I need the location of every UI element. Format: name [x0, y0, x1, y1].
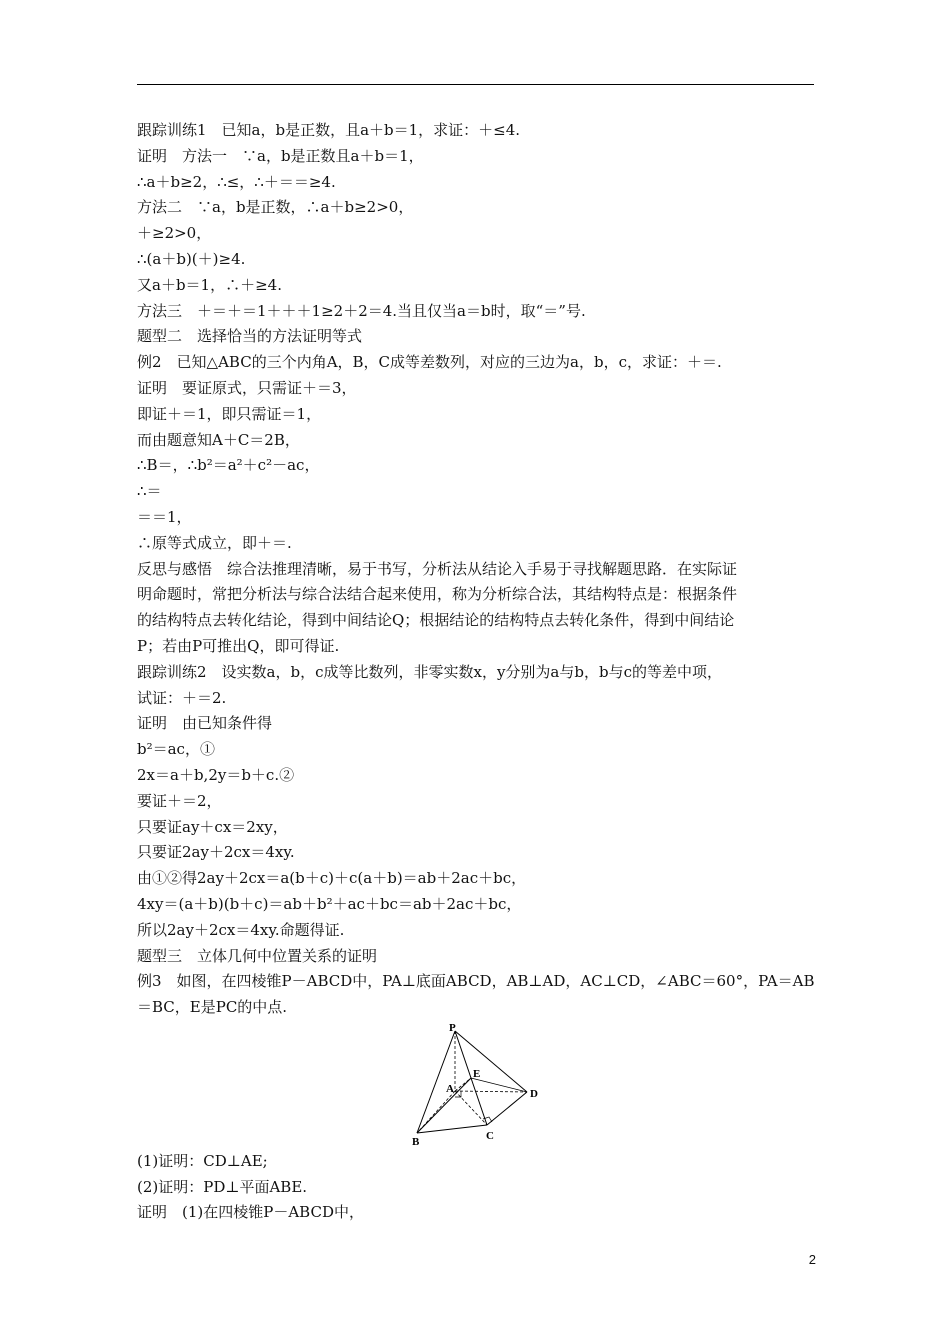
pyramid-figure	[137, 1021, 817, 1149]
text-line: 例2 已知△ABC的三个内角A，B，C成等差数列，对应的三边为a，b，c，求证：＋＝.	[137, 353, 722, 372]
text-line: 所以2ay＋2cx＝4xy.命题得证.	[137, 920, 345, 939]
text-line: 即证＋＝1，即只需证＝1，	[137, 404, 322, 423]
text-line: 试证：＋＝2.	[137, 688, 227, 707]
text-line: ＝＝1，	[137, 507, 192, 526]
text-line: ∴＝	[137, 482, 162, 501]
text-line: P；若由P可推出Q，即可得证.	[137, 636, 340, 655]
text-line: ∴B＝，∴b²＝a²＋c²－ac，	[137, 456, 320, 475]
text-line: 由①②得2ay＋2cx＝a(b＋c)＋c(a＋b)＝ab＋2ac＋bc，	[137, 869, 527, 888]
text-line: 方法三 ＋＝＋＝1＋＋＋1≥2＋2＝4.当且仅当a＝b时，取“＝”号.	[137, 301, 586, 320]
text-line: 要证＋＝2，	[137, 791, 222, 810]
text-line: 证明 方法一 ∵a，b是正数且a＋b＝1，	[137, 146, 424, 165]
text-line: ∴a＋b≥2，∴≤，∴＋＝＝≥4.	[137, 172, 336, 191]
text-line: 跟踪训练2 设实数a，b，c成等比数列，非零实数x，y分别为a与b，b与c的等差中项，	[137, 662, 722, 681]
text-line: 例3 如图，在四棱锥P－ABCD中，PA⊥底面ABCD，AB⊥AD，AC⊥CD，∠ABC＝60°，PA＝AB	[137, 972, 815, 991]
text-line: ∴原等式成立，即＋＝.	[137, 533, 292, 552]
text-line: 4xy＝(a＋b)(b＋c)＝ab＋b²＋ac＋bc＝ab＋2ac＋bc，	[137, 894, 522, 913]
text-line: 又a＋b＝1，∴＋≥4.	[137, 275, 282, 294]
label-e: E	[473, 1067, 481, 1080]
label-d: D	[530, 1087, 538, 1100]
page-number: 2	[808, 1252, 816, 1267]
text-line: 证明 由已知条件得	[137, 714, 273, 733]
header-rule	[137, 84, 814, 85]
text-block-bottom	[137, 1149, 817, 1226]
label-b: B	[412, 1135, 420, 1148]
text-line: ∴(a＋b)(＋)≥4.	[137, 249, 246, 268]
text-line: ＋≥2>0，	[137, 224, 212, 243]
text-line: 2x＝a＋b,2y＝b＋c.②	[137, 765, 295, 784]
text-line: 只要证ay＋cx＝2xy，	[137, 817, 288, 836]
text-line: 反思与感悟 综合法推理清晰，易于书写，分析法从结论入手易于寻找解题思路．在实际证	[137, 559, 738, 578]
text-line: 只要证2ay＋2cx＝4xy.	[137, 843, 295, 862]
text-line: 题型二 选择恰当的方法证明等式	[137, 327, 363, 346]
label-p: P	[449, 1021, 456, 1034]
label-c: C	[486, 1129, 494, 1142]
label-a: A	[446, 1082, 454, 1095]
text-block-top	[137, 118, 817, 1021]
text-line: (1)证明：CD⊥AE;	[137, 1151, 268, 1170]
text-line: 明命题时，常把分析法与综合法结合起来使用，称为分析综合法，其结构特点是：根据条件	[137, 585, 738, 604]
text-line: 的结构特点去转化结论，得到中间结论Q；根据结论的结构特点去转化条件，得到中间结论	[137, 611, 735, 630]
text-line: b²＝ac，①	[137, 740, 215, 759]
text-line: 证明 要证原式，只需证＋＝3，	[137, 378, 357, 397]
text-line: 方法二 ∵a，b是正数，∴a＋b≥2>0，	[137, 198, 414, 217]
text-line: 题型三 立体几何中位置关系的证明	[137, 946, 378, 965]
text-line: ＝BC，E是PC的中点.	[137, 998, 288, 1017]
text-line: 跟踪训练1 已知a，b是正数，且a＋b＝1，求证：＋≤4.	[137, 121, 521, 139]
text-line: (2)证明：PD⊥平面ABE.	[137, 1177, 308, 1196]
text-line: 而由题意知A＋C＝2B，	[137, 430, 300, 449]
document-body	[137, 118, 817, 1226]
text-line: 证明 (1)在四棱锥P－ABCD中，	[137, 1203, 364, 1222]
pyramid-diagram	[409, 1021, 549, 1149]
